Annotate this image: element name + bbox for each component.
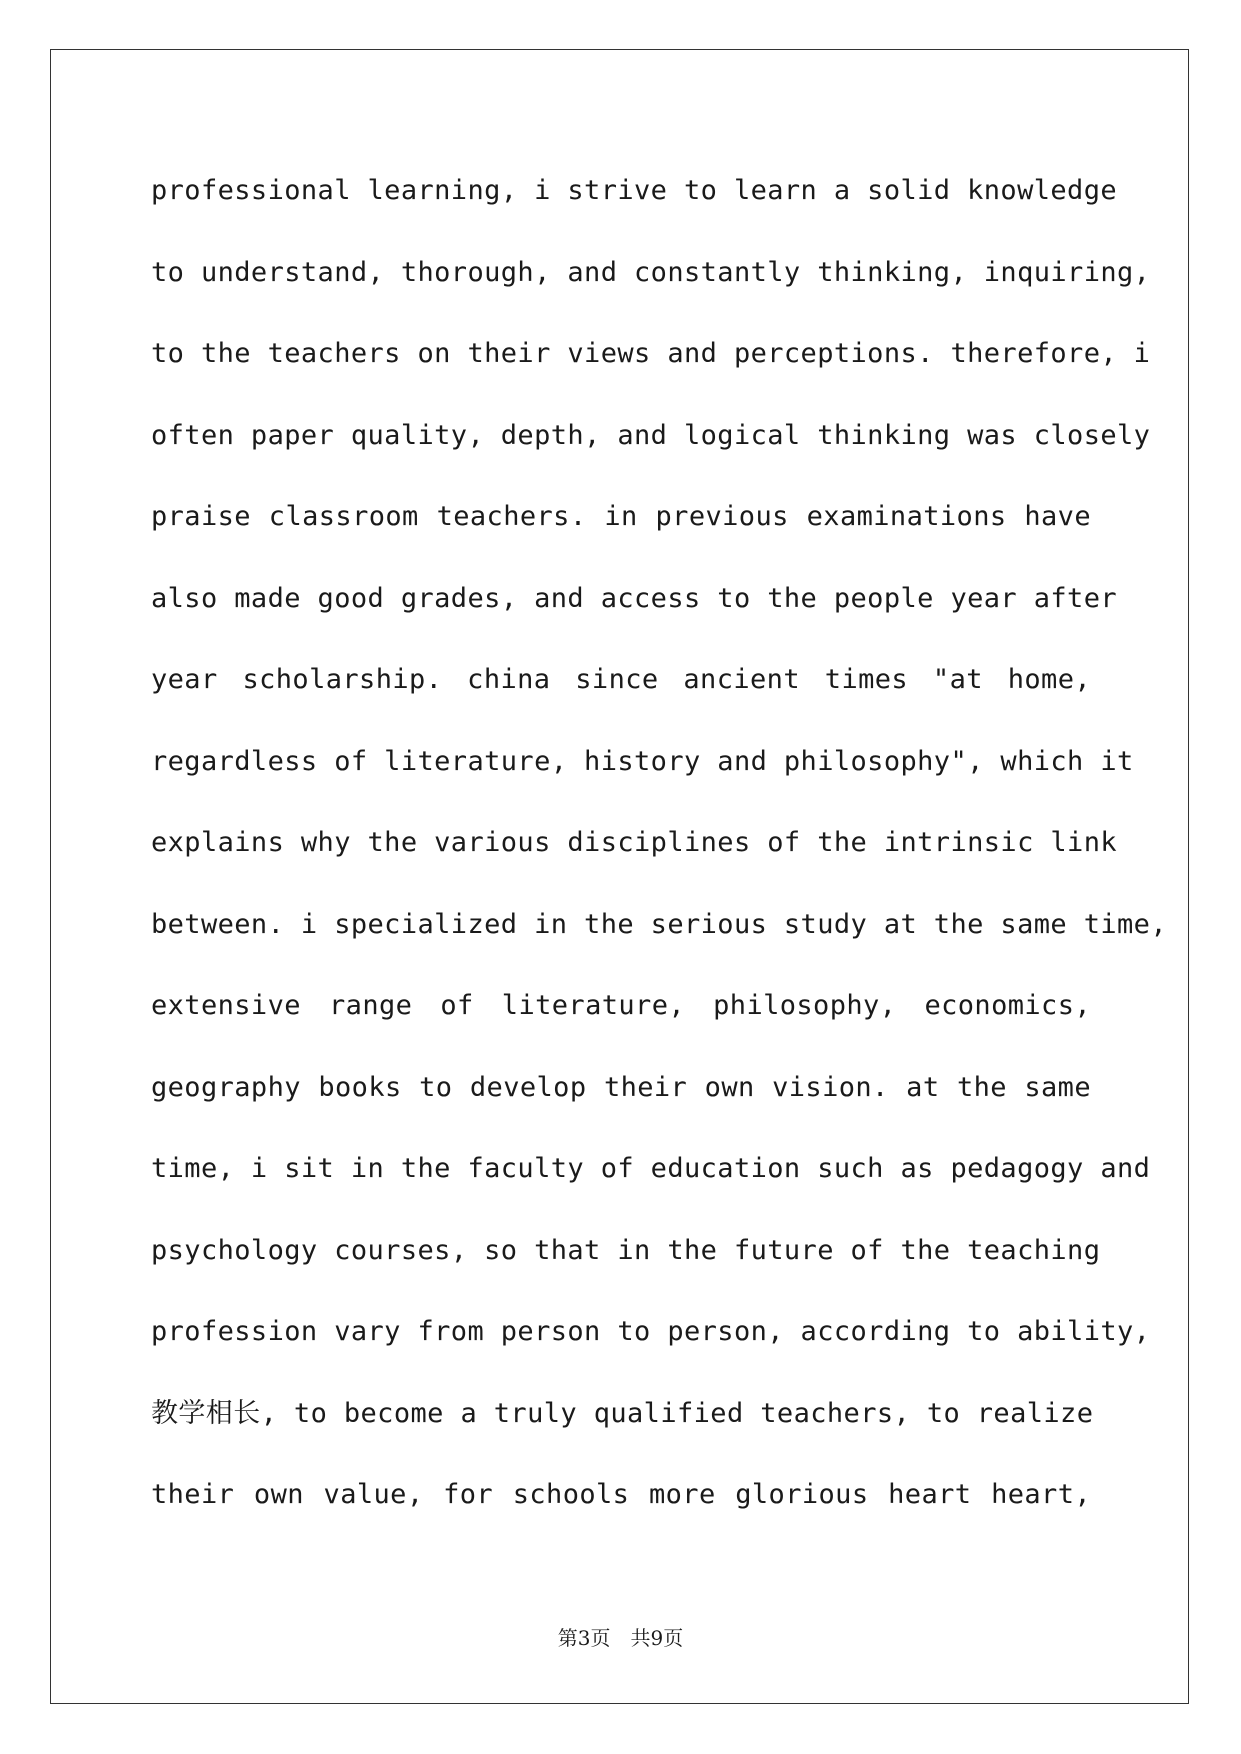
document-body: [151, 150, 1167, 1536]
text-line: to understand, thorough, and constantly thinking, inquiring,: [151, 256, 1151, 288]
page-number: 第3页: [557, 1626, 611, 1650]
text-line: praise classroom teachers. in previous examinations have: [151, 501, 1091, 532]
page-total: 共9页: [630, 1626, 684, 1650]
text-line: geography books to develop their own vision. at the same: [151, 1071, 1091, 1103]
text-line: psychology courses, so that in the future of the teaching: [151, 1234, 1101, 1266]
text-line: regardless of literature, history and philosophy", which it: [151, 745, 1134, 777]
text-line: extensive range of literature, philosophy, economics,: [151, 990, 1091, 1021]
text-line: year scholarship. china since ancient times "at home,: [151, 664, 1091, 695]
text-line: profession vary from person to person, according to ability,: [151, 1316, 1151, 1347]
text-line: explains why the various disciplines of the intrinsic link: [151, 827, 1118, 858]
text-line: professional learning, i strive to learn a solid knowledge: [151, 175, 1118, 206]
text-line: to the teachers on their views and perceptions. therefore, i: [151, 338, 1151, 369]
text-line: often paper quality, depth, and logical thinking was closely: [151, 419, 1151, 451]
text-line: time, i sit in the faculty of education such as pedagogy and: [151, 1153, 1151, 1184]
text-line: between. i specialized in the serious study at the same time,: [151, 908, 1167, 940]
text-line: 教学相长, to become a truly qualified teachers, to realize: [151, 1397, 1094, 1429]
page-footer: [0, 1622, 1241, 1651]
text-line: also made good grades, and access to the people year after: [151, 582, 1118, 614]
text-line: their own value, for schools more glorious heart heart,: [151, 1479, 1091, 1510]
